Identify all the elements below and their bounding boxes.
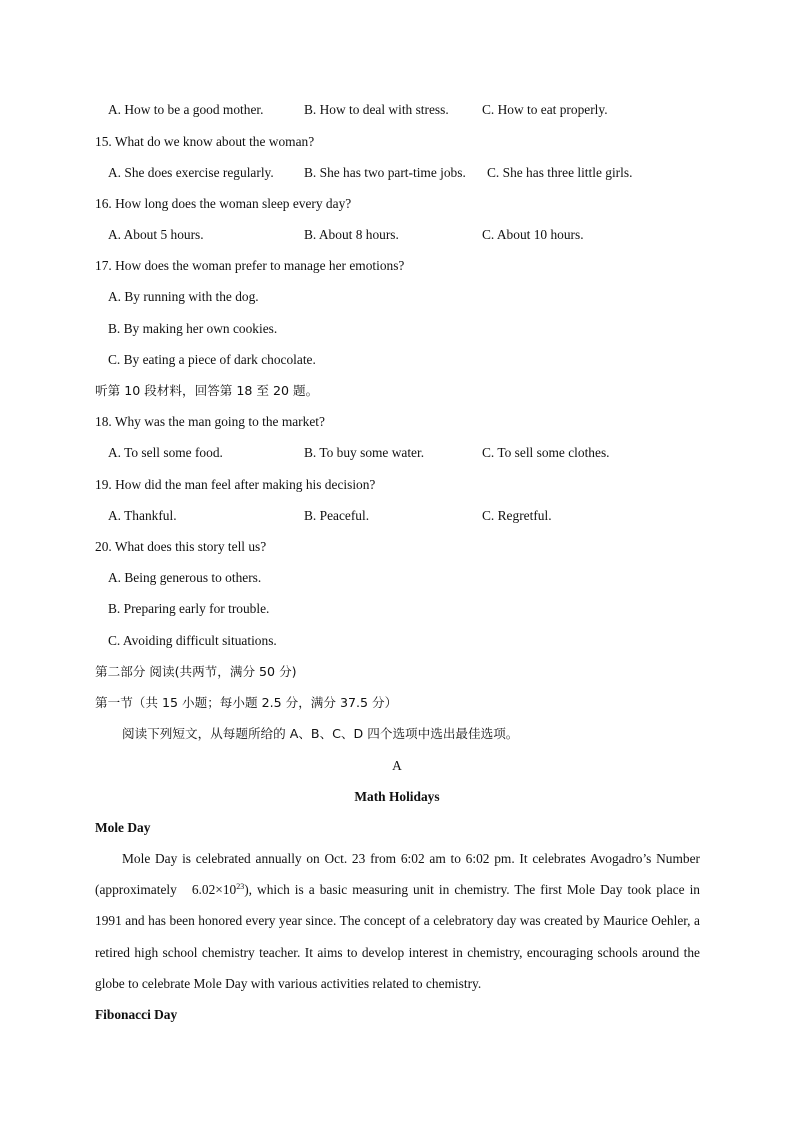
- q17-option-b: B. By making her own cookies.: [108, 321, 278, 336]
- q19-stem: 19. How did the man feel after making his decision?: [95, 477, 376, 492]
- reading-instruction: 阅读下列短文，从每题所给的 A、B、C、D 四个选项中选出最佳选项。: [122, 726, 519, 741]
- q18-option-a: A. To sell some food.: [108, 445, 223, 460]
- passage-title: Math Holidays: [354, 789, 440, 804]
- q14-option-b: B. How to deal with stress.: [304, 102, 449, 117]
- q16-option-c: C. About 10 hours.: [482, 227, 584, 242]
- avogadro-number: 6.02×10: [191, 882, 237, 898]
- q14-option-c: C. How to eat properly.: [482, 102, 608, 117]
- q20-option-c: C. Avoiding difficult situations.: [108, 633, 277, 648]
- mole-day-heading: Mole Day: [95, 820, 151, 835]
- q16-option-b: B. About 8 hours.: [304, 227, 399, 242]
- q16-option-a: A. About 5 hours.: [108, 227, 204, 242]
- q18-option-b: B. To buy some water.: [304, 445, 425, 460]
- q17-stem: 17. How does the woman prefer to manage her emotions?: [95, 258, 405, 273]
- avogadro-exponent: 23: [236, 882, 245, 892]
- q15-option-a: A. She does exercise regularly.: [108, 165, 274, 180]
- mole-day-text-2: ), which is a basic measuring unit in chemistry. The first Mole Day took place in 1991 and has been honored every year since. The concept of a celebratory day was created by Maurice Oehler, a retired high school chemistry teacher. It aims to develop interest in chemistry, encouraging schools around the globe to celebrate Mole Day with various activities related to chemistry.: [95, 882, 700, 991]
- q15-option-b: B. She has two part-time jobs.: [304, 165, 466, 180]
- q15-option-c: C. She has three little girls.: [487, 165, 633, 180]
- q20-option-b: B. Preparing early for trouble.: [108, 601, 270, 616]
- fibonacci-day-heading: Fibonacci Day: [95, 1007, 178, 1022]
- section1-title: 第一节（共 15 小题；每小题 2.5 分，满分 37.5 分）: [95, 695, 398, 710]
- q19-option-c: C. Regretful.: [482, 508, 552, 523]
- part2-title: 第二部分 阅读(共两节，满分 50 分): [95, 664, 297, 679]
- q20-stem: 20. What does this story tell us?: [95, 539, 267, 554]
- q17-option-a: A. By running with the dog.: [108, 289, 259, 304]
- q19-option-a: A. Thankful.: [108, 508, 177, 523]
- q15-stem: 15. What do we know about the woman?: [95, 134, 315, 149]
- q19-option-b: B. Peaceful.: [304, 508, 370, 523]
- mole-day-paragraph: [95, 843, 700, 999]
- q20-option-a: A. Being generous to others.: [108, 570, 262, 585]
- q18-stem: 18. Why was the man going to the market?: [95, 414, 325, 429]
- passage-letter: A: [392, 758, 402, 773]
- q17-option-c: C. By eating a piece of dark chocolate.: [108, 352, 316, 367]
- q16-stem: 16. How long does the woman sleep every day?: [95, 196, 352, 211]
- mole-day-text-1: Mole Day is celebrated annually on Oct. 23 from 6:02 am to 6:02 pm. It celebrates Avogadro’s Number (approximately: [95, 851, 700, 898]
- q18-option-c: C. To sell some clothes.: [482, 445, 610, 460]
- section10-instruction: 听第 10 段材料，回答第 18 至 20 题。: [95, 383, 319, 398]
- q14-option-a: A. How to be a good mother.: [108, 102, 264, 117]
